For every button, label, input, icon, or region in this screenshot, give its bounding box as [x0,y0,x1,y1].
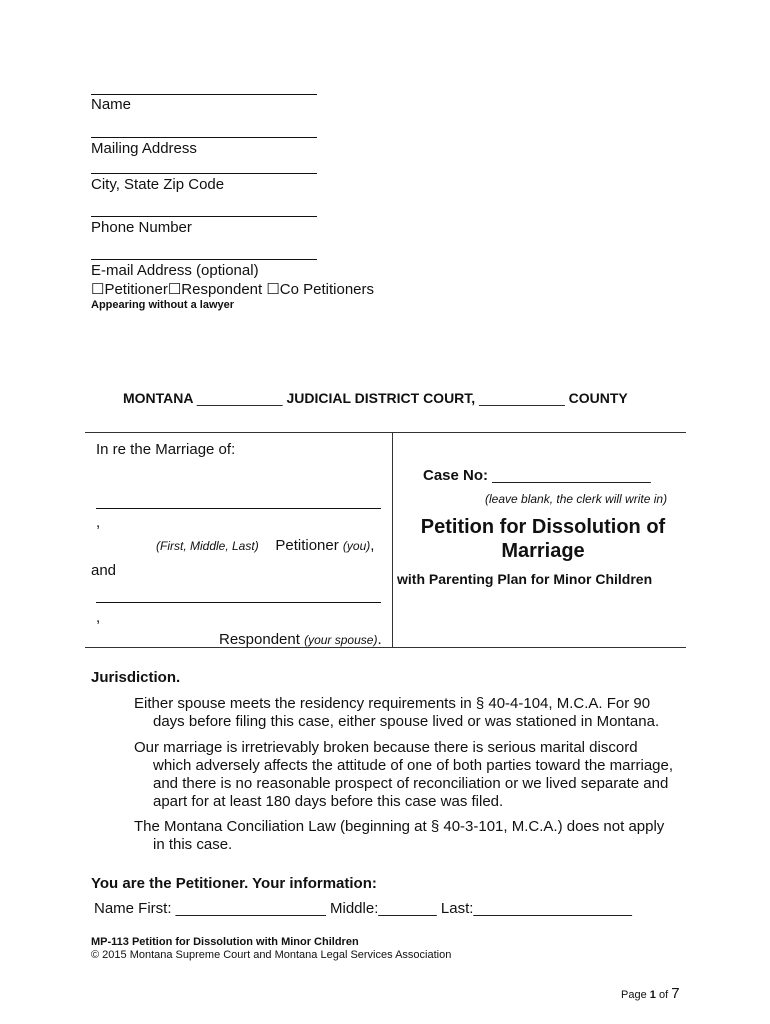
and-label: and [91,562,117,579]
county-blank[interactable]: ___________ [479,390,565,406]
district-blank[interactable]: ___________ [196,390,283,406]
page-number [621,985,680,1002]
broken-line4: apart for at least 180 days before this case was filed. [153,793,504,810]
petition-title-line1: Petition for Dissolution of [420,516,666,538]
respondent-checkbox[interactable]: ☐Respondent [167,281,263,298]
page-total: 7 [671,985,680,1002]
court-state: MONTANA [123,390,193,406]
phone-line[interactable] [91,216,317,217]
jurisdiction-conciliation [134,818,694,854]
jurisdiction-residency [134,695,694,731]
respondent-label: Respondent [219,631,300,648]
broken-line2: which adversely affects the attitude of one of both parties toward the marriage, [153,757,674,774]
respondent-comma: , [96,609,101,626]
appearing-note: Appearing without a lawyer [91,299,235,311]
petitioner-label: Petitioner [275,537,339,554]
petitioner-name-fields[interactable]: Name First: __________________ Middle:_______ Last:___________________ [94,900,632,917]
jurisdiction-broken [134,739,694,811]
leave-blank-note: (leave blank, the clerk will write in) [485,492,668,506]
case-no-row [423,467,651,484]
you-hint: (you) [342,539,371,553]
email-line[interactable] [91,259,317,260]
phone-label: Phone Number [91,219,192,236]
caption-top-rule [85,432,686,433]
conciliation-line2: in this case. [153,836,233,853]
petition-subtitle: with Parenting Plan for Minor Children [397,571,653,587]
case-no-label: Case No: [423,467,489,484]
footer-form-title: MP-113 Petition for Dissolution with Minor Children [91,936,359,948]
page-current: 1 [649,989,656,1001]
co-petitioners-checkbox[interactable]: ☐Co Petitioners [266,281,375,298]
residency-line2: days before filing this case, either spouse lived or was stationed in Montana. [153,713,660,730]
conciliation-line1: The Montana Conciliation Law (beginning at § 40-3-101, M.C.A.) does not apply [134,818,665,835]
court-name: JUDICIAL DISTRICT COURT, [286,390,476,406]
email-label: E-mail Address (optional) [91,262,259,279]
court-line [123,390,628,406]
petitioner-info-heading: You are the Petitioner. Your information: [91,875,377,892]
mailing-line[interactable] [91,137,317,138]
page-word: Page [621,989,647,1001]
petition-title-line2: Marriage [501,540,585,562]
petitioner-caption-row [156,537,374,554]
petitioner-comma: , [96,514,101,531]
footer-copyright: © 2015 Montana Supreme Court and Montana Legal Services Association [91,949,452,961]
case-no-blank[interactable]: ___________________ [492,467,651,484]
residency-line1: Either spouse meets the residency requirements in § 40-4-104, M.C.A. For 90 [134,695,651,712]
caption-bottom-rule [85,647,686,648]
court-county: COUNTY [568,390,628,406]
jurisdiction-heading: Jurisdiction. [91,669,181,686]
first-middle-last-hint: (First, Middle, Last) [156,539,259,553]
mailing-label: Mailing Address [91,140,197,157]
city-label: City, State Zip Code [91,176,225,193]
name-label: Name [91,96,132,113]
of-word: of [658,989,669,1001]
city-line[interactable] [91,173,317,174]
respondent-caption-row [219,631,382,648]
petitioner-name-line[interactable] [96,508,381,509]
broken-line3: and there is no reasonable prospect of reconciliation or we lived separate and [153,775,669,792]
petitioner-tail: , [370,537,375,554]
in-re-label: In re the Marriage of: [96,441,236,458]
role-options [91,280,374,298]
respondent-tail: . [377,631,382,648]
broken-line1: Our marriage is irretrievably broken because there is serious marital discord [134,739,638,756]
petitioner-checkbox[interactable]: ☐Petitioner [91,281,168,298]
name-line[interactable] [91,94,317,95]
respondent-name-line[interactable] [96,602,381,603]
your-spouse-hint: (your spouse) [304,633,378,647]
